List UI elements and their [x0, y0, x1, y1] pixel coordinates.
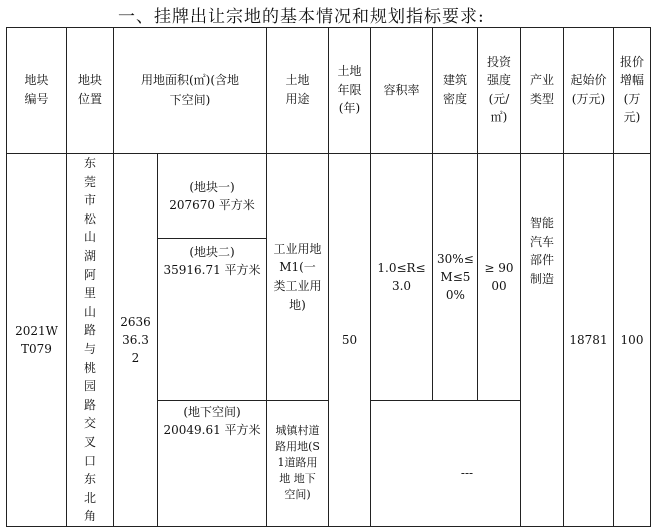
data-row-sub1: [7, 154, 651, 239]
cell-density: 30%≤M≤50%: [433, 154, 478, 401]
cell-location: 东莞市松山湖阿里山路与桃园路交叉口东北角: [67, 154, 114, 527]
cell-increment: 100: [614, 154, 651, 527]
parcel-table: [6, 27, 651, 527]
header-density: 建筑密度: [433, 28, 478, 154]
header-increment: 报价增幅(万元): [614, 28, 651, 154]
cell-sub3-area: [158, 400, 267, 526]
header-use: 土地用途: [267, 28, 329, 154]
header-investment: 投资强度(元/㎡): [478, 28, 521, 154]
header-location: 地块位置: [67, 28, 114, 154]
cell-use-main: 工业用地 M1(一类工业用地): [267, 154, 329, 401]
cell-sub1-area: [158, 154, 267, 239]
header-industry: 产业类型: [521, 28, 564, 154]
header-area: 用地面积(㎡)(含地下空间): [114, 28, 267, 154]
section-heading: 一、挂牌出让宗地的基本情况和规划指标要求:: [118, 7, 485, 27]
sub1-label: (地块一): [189, 179, 235, 194]
sub1-area: 207670 平方米: [169, 197, 255, 212]
header-row: [7, 28, 651, 154]
sub3-area: 20049.61 平方米: [163, 422, 261, 437]
cell-total-area: 263636.32: [114, 154, 158, 527]
cell-industry: 智能汽车部件制造: [521, 154, 564, 527]
cell-parcel-no: 2021WT079: [7, 154, 67, 527]
sub2-area: 35916.71 平方米: [163, 262, 261, 277]
sub3-label: (地下空间): [183, 404, 241, 419]
cell-investment: ≥ 9000: [478, 154, 521, 401]
sub2-label: (地块二): [189, 244, 235, 259]
cell-term: 50: [329, 154, 371, 527]
cell-under-dash: ---: [371, 400, 564, 526]
cell-use-under: 城镇村道路用地(S1道路用地 地下空间): [267, 400, 329, 526]
header-far: 容积率: [371, 28, 433, 154]
cell-sub2-area: [158, 238, 267, 400]
header-term: 土地年限(年): [329, 28, 371, 154]
cell-far: 1.0≤R≤3.0: [371, 154, 433, 401]
cell-start-price: 18781: [564, 154, 614, 527]
header-parcel-no: 地块编号: [7, 28, 67, 154]
header-start-price: 起始价(万元): [564, 28, 614, 154]
